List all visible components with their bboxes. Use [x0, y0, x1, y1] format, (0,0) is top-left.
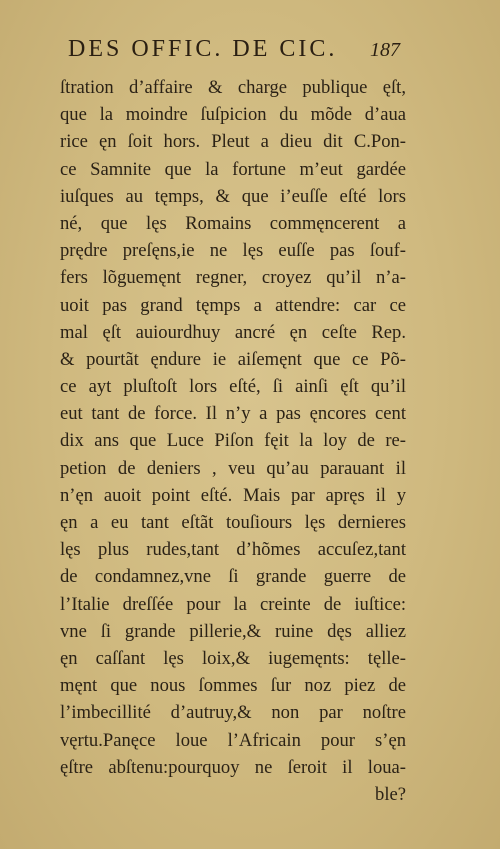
page-header: [68, 36, 400, 63]
text-line: n’ęn auoit point eſté. Mais par apręs il y: [60, 484, 406, 506]
text-line: mal ęſt auiourdhuy ancré ęn ceſte Rep.: [60, 321, 406, 343]
text-line: petion de deniers , veu qu’au parauant il: [60, 457, 406, 479]
text-line: męnt que nous ſommes ſur noz piez de: [60, 675, 406, 697]
text-line: fers lõguemęnt regner, croyez qu’il n’a-: [60, 267, 406, 289]
text-line: ęſtre abſtenu:pourquoy ne ſeroit il loua-: [60, 756, 406, 778]
page-number: 187: [370, 39, 400, 61]
text-line: lęs plus rudes,tant d’hõmes accuſez,tant: [60, 539, 406, 561]
text-line: né, que lęs Romains commęncerent a: [60, 212, 406, 234]
text-line: ęn a eu tant eſtãt touſiours lęs dernieres: [60, 512, 406, 533]
text-line: ſtration d’affaire & charge publique ęſt,: [60, 77, 406, 98]
text-line: vęrtu.Panęce loue l’Africain pour s’ęn: [60, 729, 406, 751]
text-line: ce ayt pluſtoſt lors eſté, ſi ainſi ęſt qu’il: [60, 376, 406, 398]
text-line: ble?: [375, 783, 406, 805]
running-title: DES OFFIC. DE CIC.: [68, 36, 338, 62]
text-line: uoit pas grand tęmps a attendre: car ce: [60, 294, 406, 316]
body-text: [60, 74, 406, 808]
text-line: ce Samnite que la fortune m’eut gardée: [60, 158, 406, 180]
text-line: iuſques au tęmps, & que i’euſſe eſté lors: [60, 185, 406, 207]
text-line: l’imbecillité d’autruy,& non par noſtre: [60, 702, 406, 724]
text-line: prędre preſęns,ie ne lęs euſſe pas ſouf-: [60, 240, 406, 262]
text-line: & pourtãt ęndure ie aiſemęnt que ce Põ-: [60, 348, 406, 370]
text-line: rice ęn ſoit hors. Pleut a dieu dit C.Pon-: [60, 131, 406, 153]
text-line: ęn caſſant lęs loix,& iugemęnts: tęlle-: [60, 647, 406, 669]
text-line: vne ſi grande pillerie,& ruine dęs alliez: [60, 620, 406, 642]
text-line: que la moindre ſuſpicion du mõde d’aua: [60, 104, 406, 126]
text-line: eut tant de force. Il n’y a pas ęncores cent: [60, 403, 406, 425]
text-line: dix ans que Luce Piſon fęit la loy de re-: [60, 430, 406, 452]
text-line: l’Italie dreſſée pour la creinte de iuſtice:: [60, 593, 406, 615]
text-line: de condamnez,vne ſi grande guerre de: [60, 566, 406, 588]
